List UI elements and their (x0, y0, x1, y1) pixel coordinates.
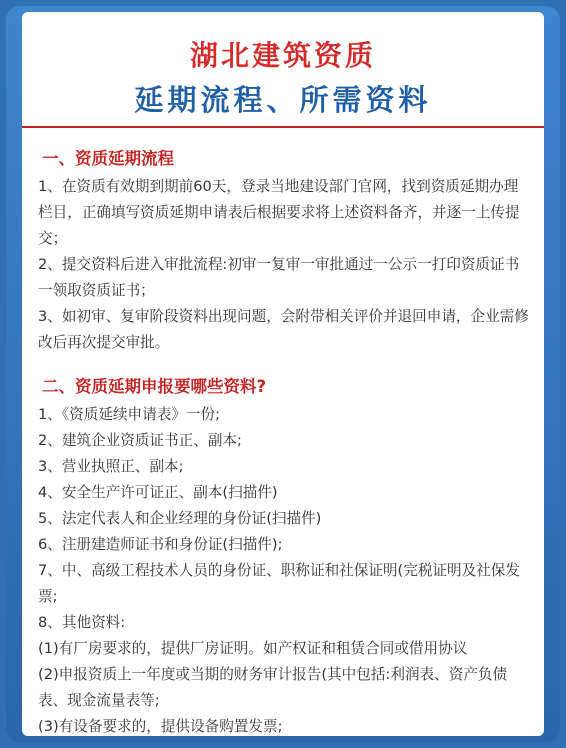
title-divider (22, 126, 544, 128)
section-2-item: 8、其他资料: (38, 614, 126, 631)
document-card (22, 12, 544, 736)
page-subtitle: 延期流程、所需资料 (134, 83, 432, 117)
section-2-item: 7、中、高级工程技术人员的身份证、职称证和社保证明(完税证明及社保发票; (38, 562, 520, 605)
section-2-item: 2、建筑企业资质证书正、副本; (38, 432, 242, 449)
section-2-item: 6、注册建造师证书和身份证(扫描件); (38, 536, 283, 553)
section-2-item: 3、营业执照正、副本; (38, 458, 184, 475)
section-2-item: (1)有厂房要求的，提供厂房证明。如产权证和租赁合同或借用协议 (38, 640, 468, 657)
section-1-item: 2、提交资料后进入审批流程:初审一复审一审批通过一公示一打印资质证书一领取资质证书； (38, 256, 520, 299)
section-1-item: 1、在资质有效期到期前60天，登录当地建设部门官网，找到资质延期办理栏目，正确填写资质延期申请表后根据要求将上述资料备齐，并逐一上传提交； (38, 178, 520, 247)
content-body (38, 140, 532, 736)
section-gap (38, 356, 532, 368)
section-2-item: (3)有设备要求的，提供设备购置发票; (38, 718, 283, 735)
section-1-item: 3、如初审、复审阶段资料出现问题，会附带相关评价并退回申请，企业需修改后再次提交审批。 (38, 308, 529, 351)
section-2-item: (2)申报资质上一年度或当期的财务审计报告(其中包括:利润表、资产负债表、现金流量表等; (38, 666, 508, 709)
section-2-item: 1、《资质延续申请表》一份; (38, 406, 221, 423)
section-2-item: 5、法定代表人和企业经理的身份证(扫描件) (38, 510, 322, 527)
section-2-heading: 二、资质延期申报要哪些资料? (42, 377, 267, 396)
page-title: 湖北建筑资质 (189, 39, 376, 72)
section-1-heading: 一、资质延期流程 (42, 149, 174, 168)
section-2-item: 4、安全生产许可证正、副本(扫描件) (38, 484, 278, 501)
